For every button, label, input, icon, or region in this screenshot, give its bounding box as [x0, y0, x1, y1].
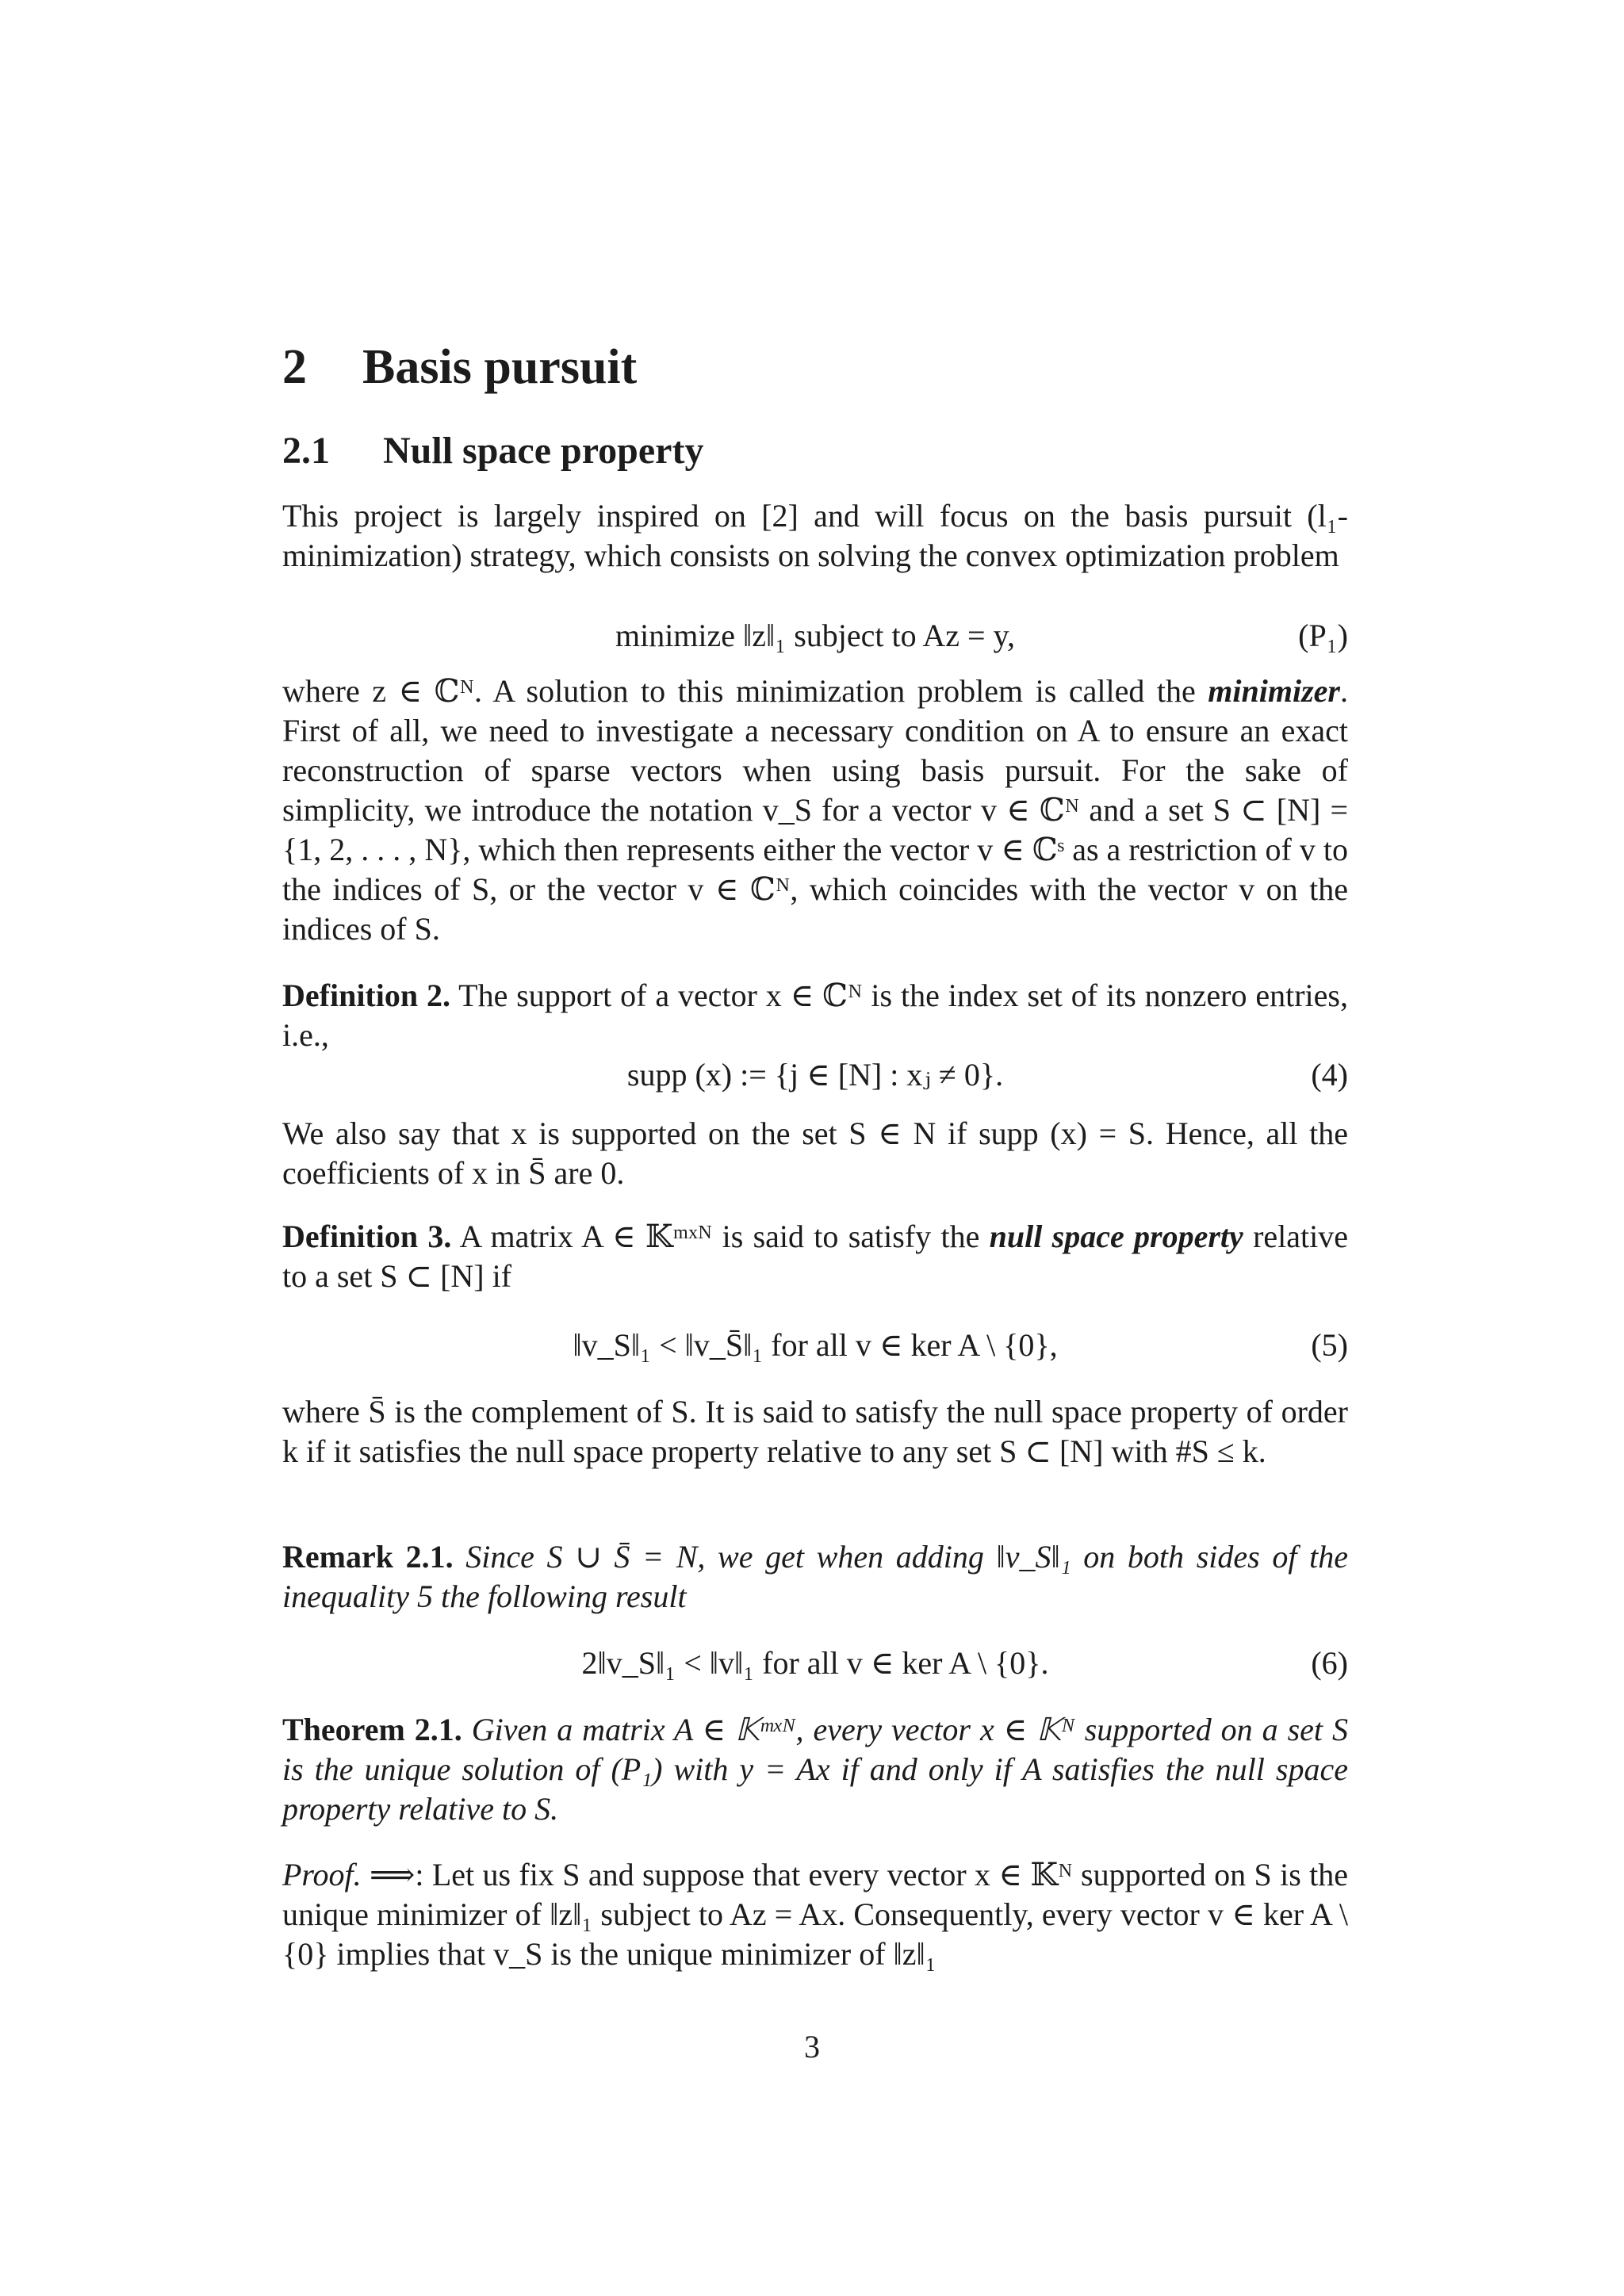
equation-p1: [282, 616, 1348, 656]
proof-text: ⟹: Let us fix S and suppose that every vector x ∈ 𝕂ᴺ supported on S is the unique minimizer of ‖z‖₁ subject to Az = Ax. Consequently, every vector v ∈ ker A \ {0} implies that v_S is the unique minimizer of ‖z‖₁: [282, 1857, 1349, 1972]
minimizer-text-before: where z ∈ ℂᴺ. A solution to this minimization problem is called the: [282, 673, 1208, 709]
remark-2-1: [282, 1537, 1348, 1617]
equation-5: [282, 1326, 1348, 1365]
definition-2-text: The support of a vector x ∈ ℂᴺ is the index set of its nonzero entries, i.e.,: [282, 978, 1348, 1053]
intro-paragraph: This project is largely inspired on [2] and will focus on the basis pursuit (l₁-minimization) strategy, which consists on solving the convex optimization problem: [282, 498, 1348, 573]
equation-6-body: 2‖v_S‖₁ < ‖v‖₁ for all v ∈ ker A \ {0}.: [581, 1645, 1049, 1681]
null-space-property-term: null space property: [989, 1219, 1243, 1254]
section-number: 2: [282, 340, 307, 394]
section-heading: [282, 339, 1348, 396]
support-paragraph: We also say that x is supported on the set S ∈ N if supp (x) = S. Hence, all the coefficients of x in S̄ are 0.: [282, 1115, 1348, 1191]
remark-text: Since S ∪ S̄ = N, we get when adding ‖v_S‖₁ on both sides of the inequality 5 the following result: [282, 1539, 1348, 1614]
equation-6-tag: (6): [1311, 1645, 1348, 1681]
equation-4-tag: (4): [1311, 1057, 1348, 1093]
definition-2-label: Definition 2.: [282, 978, 450, 1013]
subsection-number: 2.1: [282, 430, 330, 472]
equation-5-body: ‖v_S‖₁ < ‖v_S̄‖₁ for all v ∈ ker A \ {0},: [573, 1327, 1058, 1363]
section-title: Basis pursuit: [362, 340, 638, 394]
page-number: 3: [804, 2029, 820, 2064]
remark-label: Remark 2.1.: [282, 1539, 454, 1575]
minimizer-paragraph: [282, 672, 1348, 949]
minimizer-term: minimizer: [1208, 673, 1340, 709]
minimizer-text-after: . First of all, we need to investigate a necessary condition on A to ensure an exact reconstruction of sparse vectors when using basis pursuit. For the sake of simplicity, we introduce the notation v_S for a vector v ∈ ℂᴺ and a set S ⊂ [N] = {1, 2, . . . , N}, which then represents either the vector v ∈ ℂˢ as a restriction of v to the indices of S, or the vector v ∈ ℂᴺ, which coincides with the vector v on the indices of S.: [282, 673, 1348, 947]
complement-paragraph: where S̄ is the complement of S. It is said to satisfy the null space property of order k if it satisfies the null space property relative to any set S ⊂ [N] with #S ≤ k.: [282, 1394, 1348, 1469]
definition-3-text-after: relative to a set S ⊂ [N] if: [282, 1219, 1349, 1294]
theorem-text: Given a matrix A ∈ 𝕂ᵐˣᴺ, every vector x ∈ 𝕂ᴺ supported on a set S is the unique solution of (P₁) with y = Ax if and only if A satisfies the null space property relative to S.: [282, 1712, 1348, 1827]
definition-3: [282, 1217, 1348, 1296]
equation-4-body: supp (x) := {j ∈ [N] : xⱼ ≠ 0}.: [626, 1057, 1004, 1093]
definition-3-text-before: A matrix A ∈ 𝕂ᵐˣᴺ is said to satisfy the: [459, 1219, 990, 1254]
proof-paragraph: [282, 1855, 1348, 1974]
equation-4: [282, 1055, 1348, 1095]
subsection-heading: [282, 429, 1348, 473]
proof-label: Proof.: [282, 1857, 362, 1892]
subsection-title: Null space property: [383, 430, 704, 472]
equation-6: [282, 1644, 1348, 1683]
definition-3-label: Definition 3.: [282, 1219, 452, 1254]
theorem-label: Theorem 2.1.: [282, 1712, 462, 1747]
equation-p1-tag: (P₁): [1298, 618, 1348, 653]
definition-2: [282, 976, 1348, 1055]
theorem-2-1: [282, 1710, 1348, 1829]
equation-p1-body: minimize ‖z‖₁ subject to Az = y,: [615, 618, 1016, 653]
equation-5-tag: (5): [1311, 1327, 1348, 1363]
